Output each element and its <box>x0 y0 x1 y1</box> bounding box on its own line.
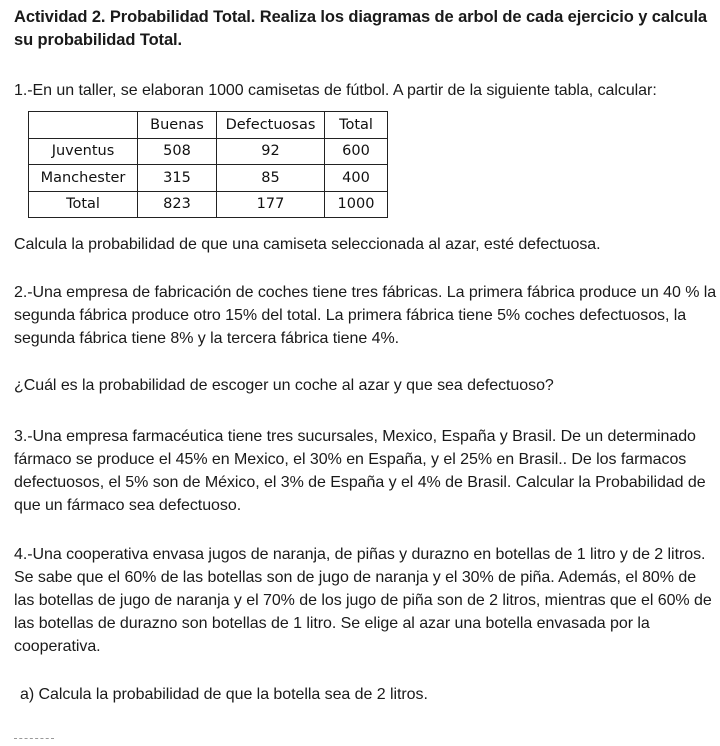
table-header-cell <box>29 112 138 139</box>
exercise-1-text: 1.-En un taller, se elaboran 1000 camisetas de fútbol. A partir de la siguiente tabla, calcular: <box>14 82 657 99</box>
exercise-3-statement <box>14 425 718 517</box>
exercise-4-question-a-text: a) Calcula la probabilidad de que la botella sea de 2 litros. <box>20 686 428 703</box>
table-cell: 92 <box>217 138 325 165</box>
table-cell: 177 <box>217 191 325 218</box>
table-row <box>29 138 388 165</box>
exercise-1-statement <box>14 79 718 102</box>
exercise-2-statement <box>14 281 718 350</box>
table-row <box>29 191 388 218</box>
table-header-row <box>29 112 388 139</box>
exercise-2-text: 2.-Una empresa de fabricación de coches tiene tres fábricas. La primera fábrica produce un 40 % la segunda fábrica produce otro 15% del total. La primera fábrica tiene 5% coches defectuosos, la segunda fábrica tiene 8% y la tercera fábrica tiene 4%. <box>14 284 717 347</box>
camisetas-table <box>28 111 388 218</box>
table-cell: Total <box>29 191 138 218</box>
page-edge-divider <box>14 738 54 742</box>
activity-title: Actividad 2. Probabilidad Total. Realiza los diagramas de arbol de cada ejercicio y calcula su probabilidad Total. <box>14 8 708 49</box>
table-cell: 600 <box>325 138 388 165</box>
table-cell: 85 <box>217 165 325 192</box>
exercise-4-question-a <box>20 683 720 706</box>
table-cell: Juventus <box>29 138 138 165</box>
exercise-1-question-text: Calcula la probabilidad de que una camiseta seleccionada al azar, esté defectuosa. <box>14 236 601 253</box>
exercise-3-text: 3.-Una empresa farmacéutica tiene tres sucursales, Mexico, España y Brasil. De un determinado fármaco se produce el 45% en Mexico, el 30% en España, y el 25% en Brasil.. De los farmacos defectuosos, el 5% son de México, el 3% de España y el 4% de Brasil. Calcular la Probabilidad de que un fármaco sea defectuoso. <box>14 428 706 514</box>
exercise-2-question <box>14 374 718 397</box>
table-row <box>29 165 388 192</box>
table-cell: 823 <box>138 191 217 218</box>
exercise-1-question <box>14 233 718 256</box>
table-cell: 315 <box>138 165 217 192</box>
table-header-cell: Buenas <box>138 112 217 139</box>
table-cell: 400 <box>325 165 388 192</box>
table-header-cell: Defectuosas <box>217 112 325 139</box>
table-cell: 1000 <box>325 191 388 218</box>
table-header-cell: Total <box>325 112 388 139</box>
table-cell: 508 <box>138 138 217 165</box>
exercise-4-statement <box>14 543 718 658</box>
table-cell: Manchester <box>29 165 138 192</box>
exercise-4-text: 4.-Una cooperativa envasa jugos de naranja, de piñas y durazno en botellas de 1 litro y de 2 litros. Se sabe que el 60% de las botellas son de jugo de naranja y el 30% de piña. Además, el 80% de las botellas de jugo de naranja y el 70% de los jugo de piña son de 2 litros, mientras que el 60% de las botellas de durazno son botellas de 1 litro. Se elige al azar una botella envasada por la cooperativa. <box>14 546 712 655</box>
exercise-2-question-text: ¿Cuál es la probabilidad de escoger un coche al azar y que sea defectuoso? <box>14 377 554 394</box>
